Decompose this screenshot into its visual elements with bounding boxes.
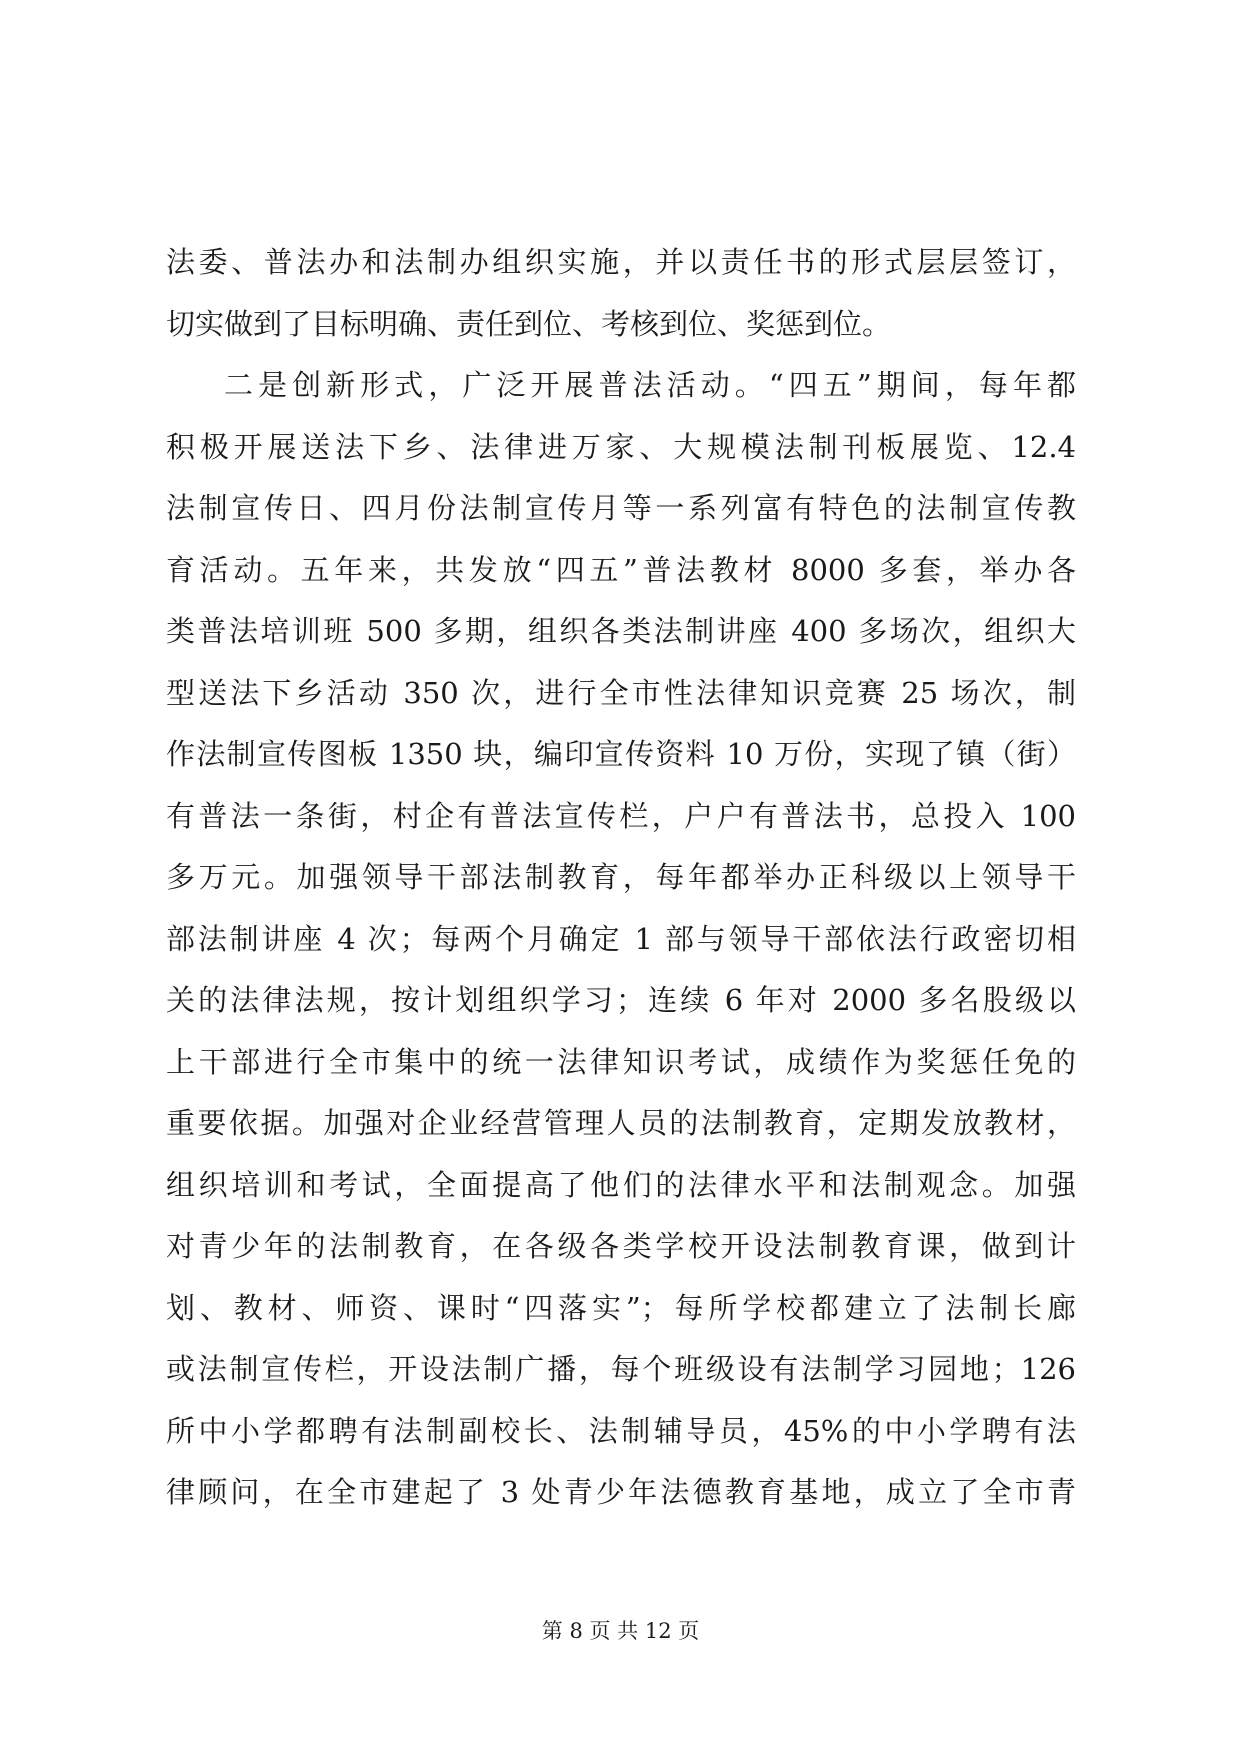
text-line: 律顾问，在全市建起了 3 处青少年法德教育基地，成立了全市青 <box>166 1475 1076 1509</box>
text-line: 多万元。加强领导干部法制教育，每年都举办正科级以上领导干 <box>166 860 1076 894</box>
text-line: 关的法律法规，按计划组织学习；连续 6 年对 2000 多名股级以 <box>166 983 1076 1017</box>
text-line: 积极开展送法下乡、法律进万家、大规模法制刊板展览、12.4 <box>166 429 1076 464</box>
text-line: 或法制宣传栏，开设法制广播，每个班级设有法制学习园地；126 <box>166 1352 1076 1386</box>
text-line: 有普法一条街，村企有普法宣传栏，户户有普法书，总投入 100 <box>166 798 1076 833</box>
text-line: 重要依据。加强对企业经营管理人员的法制教育，定期发放教材， <box>166 1106 1076 1140</box>
body-text <box>166 232 1076 1524</box>
text-line: 划、教材、师资、课时“四落实”；每所学校都建立了法制长廊 <box>166 1290 1076 1325</box>
text-line: 对青少年的法制教育，在各级各类学校开设法制教育课，做到计 <box>166 1229 1076 1263</box>
text-line: 切实做到了目标明确、责任到位、考核到位、奖惩到位。 <box>166 306 892 341</box>
text-line: 型送法下乡活动 350 次，进行全市性法律知识竞赛 25 场次，制 <box>166 675 1076 710</box>
text-line: 类普法培训班 500 多期，组织各类法制讲座 400 多场次，组织大 <box>166 614 1076 648</box>
page-number-footer: 第 8 页 共 12 页 <box>541 1619 700 1643</box>
text-line: 法制宣传日、四月份法制宣传月等一系列富有特色的法制宣传教 <box>166 491 1076 525</box>
text-line: 作法制宣传图板 1350 块，编印宣传资料 10 万份，实现了镇（街） <box>166 737 1076 771</box>
paragraph-start-line: 二是创新形式，广泛开展普法活动。“四五”期间，每年都 <box>224 368 1076 402</box>
text-line: 部法制讲座 4 次；每两个月确定 1 部与领导干部依法行政密切相 <box>166 921 1076 956</box>
text-line: 组织培训和考试，全面提高了他们的法律水平和法制观念。加强 <box>166 1167 1076 1202</box>
text-line: 育活动。五年来，共发放“四五”普法教材 8000 多套，举办各 <box>166 552 1076 587</box>
text-line: 所中小学都聘有法制副校长、法制辅导员，45%的中小学聘有法 <box>166 1413 1076 1448</box>
text-line: 上干部进行全市集中的统一法律知识考试，成绩作为奖惩任免的 <box>166 1044 1076 1079</box>
text-line: 法委、普法办和法制办组织实施，并以责任书的形式层层签订， <box>166 245 1076 279</box>
